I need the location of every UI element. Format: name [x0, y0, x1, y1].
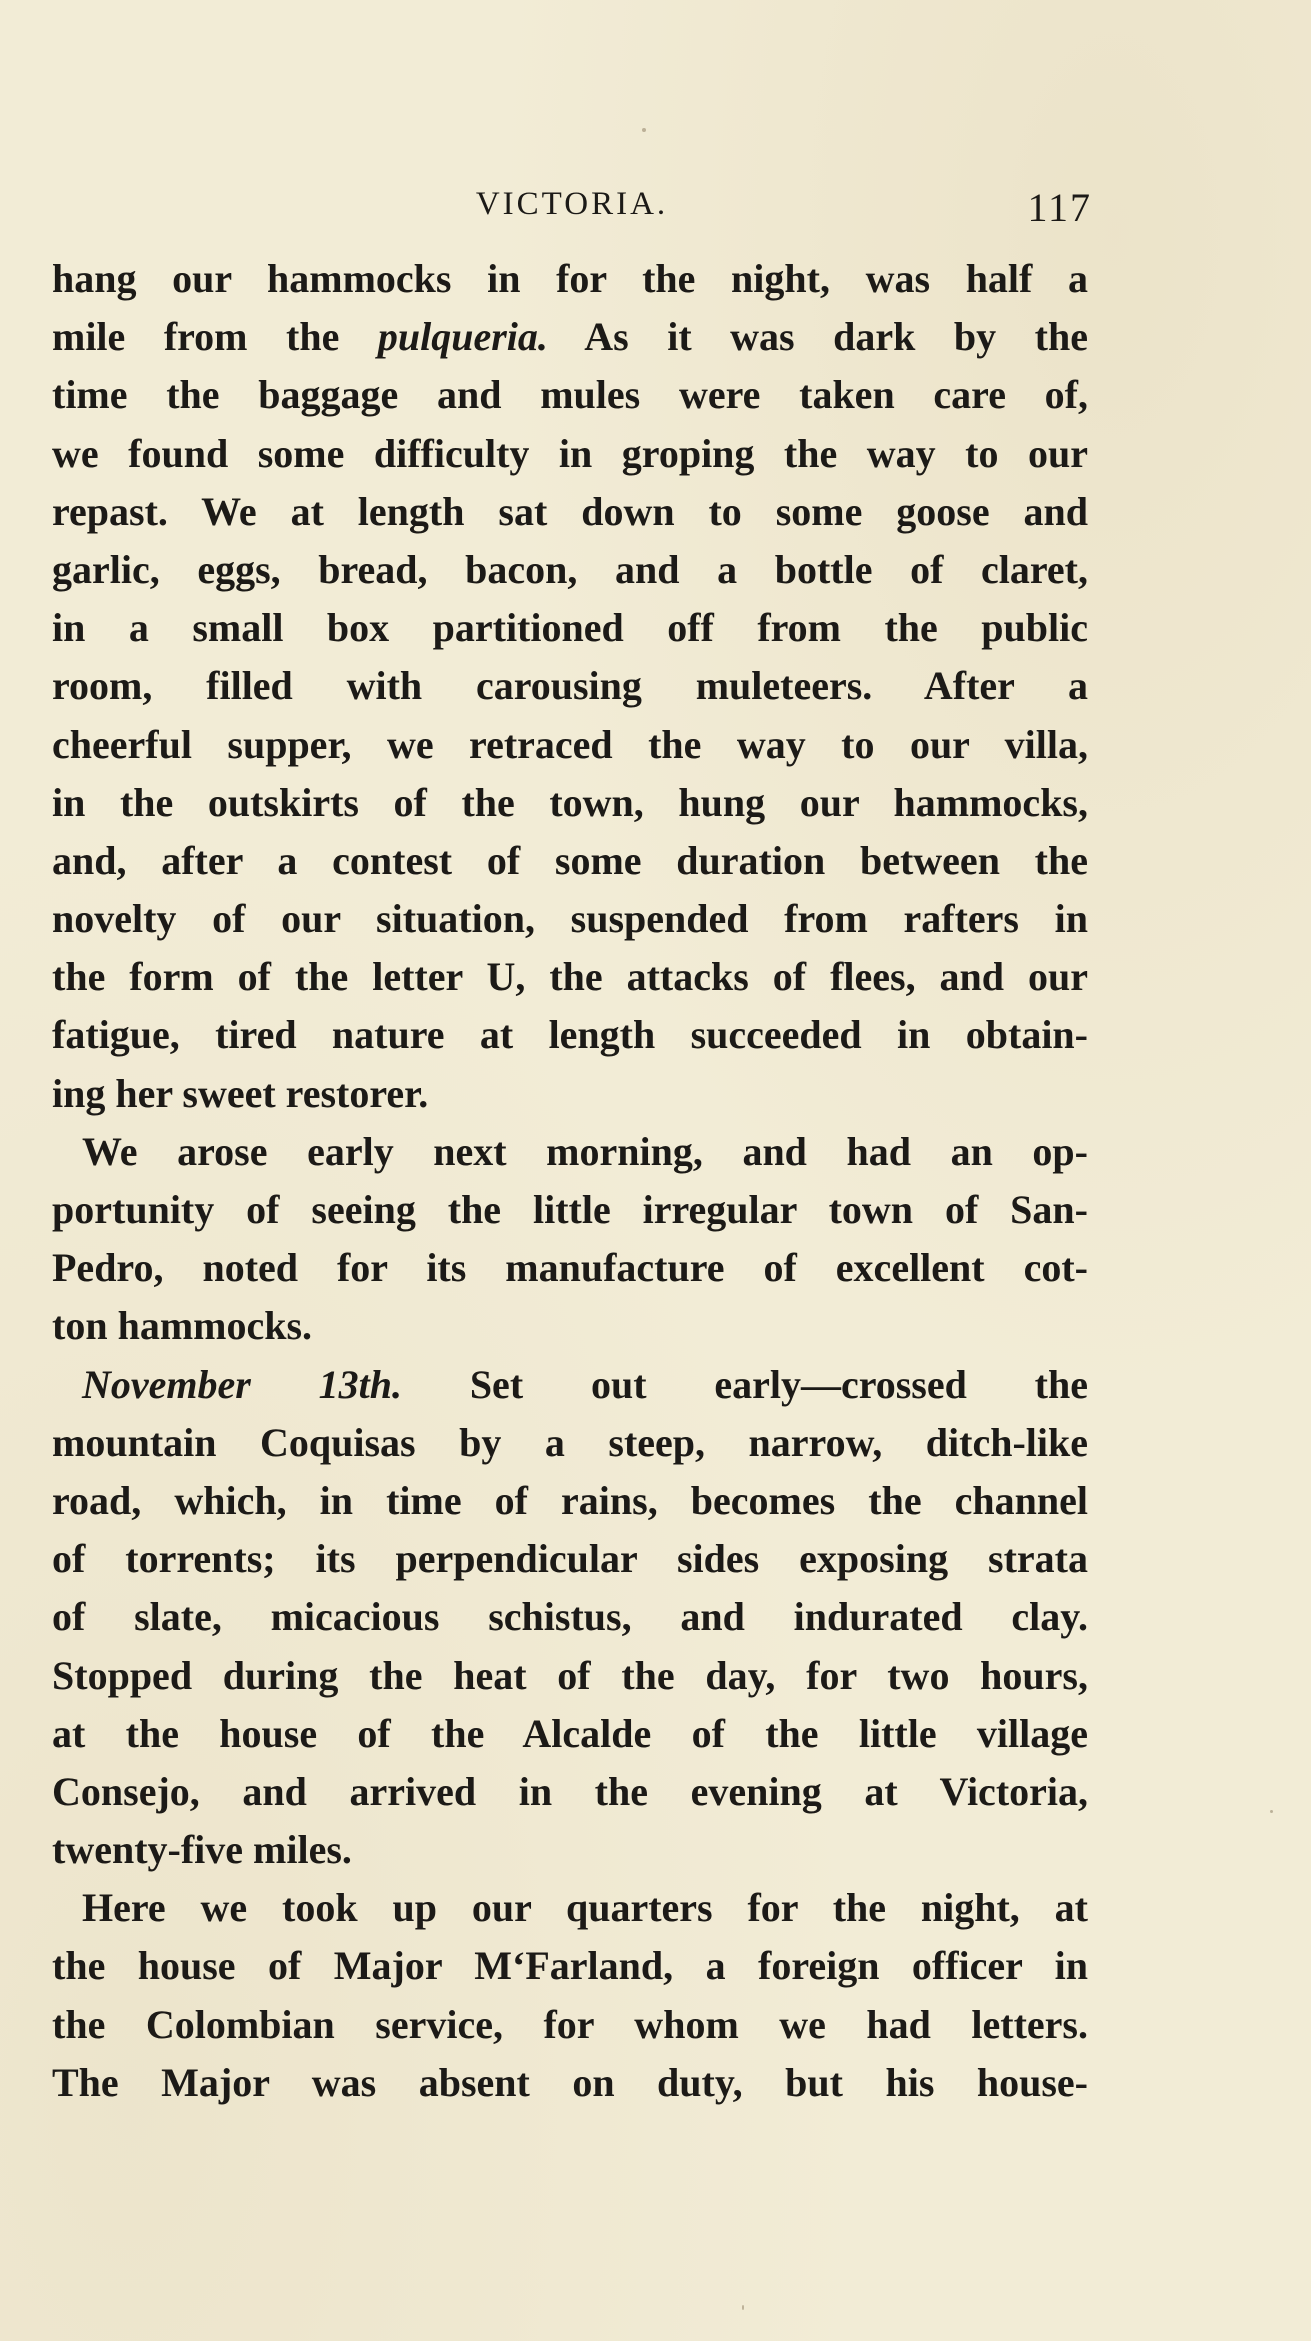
text-line [52, 1065, 1088, 1123]
text-segment: mile from the [52, 314, 378, 360]
text-segment: the house of Major M‘Farland, a foreign officer in [52, 1943, 1088, 1989]
text-line [52, 1647, 1088, 1705]
text-segment: We arose early next morning, and had an op- [82, 1128, 1088, 1174]
text-segment: garlic, eggs, bread, bacon, and a bottle of claret, [52, 546, 1088, 592]
running-head-title: VICTORIA. [475, 186, 669, 222]
text-segment: ing her sweet restorer. [52, 1070, 429, 1116]
text-line [52, 1006, 1088, 1064]
text-line [52, 1356, 1088, 1414]
paper-speck [742, 2305, 744, 2310]
text-line [52, 774, 1088, 832]
text-segment: As it was dark by the [547, 314, 1088, 360]
paper-speck [642, 128, 646, 132]
text-line [52, 2054, 1088, 2112]
text-line [52, 599, 1088, 657]
text-segment: novelty of our situation, suspended from rafters in [52, 896, 1088, 942]
text-line [52, 366, 1088, 424]
text-line [52, 250, 1088, 308]
text-line [52, 1937, 1088, 1995]
text-segment [251, 1362, 319, 1407]
text-line [52, 1996, 1088, 2054]
text-line [52, 948, 1088, 1006]
text-line [52, 1181, 1088, 1239]
paper-speck [1270, 1810, 1273, 1813]
text-line [52, 1297, 1088, 1355]
text-segment: of slate, micacious schistus, and indurated clay. [52, 1594, 1088, 1640]
text-segment: twenty-five miles. [52, 1827, 352, 1873]
page-number: 117 [1027, 185, 1092, 230]
text-line [52, 890, 1088, 948]
text-line [52, 1821, 1088, 1879]
text-segment: room, filled with carousing muleteers. After a [52, 663, 1088, 709]
text-segment: Here we took up our quarters for the night, at [82, 1885, 1088, 1931]
text-segment: repast. We at length sat down to some goose and [52, 488, 1088, 534]
text-line [52, 716, 1088, 774]
text-segment: hang our hammocks in for the night, was half a [52, 256, 1088, 301]
text-line [52, 1472, 1088, 1530]
text-segment: Pedro, noted for its manufacture of excellent cot- [52, 1245, 1088, 1291]
text-segment: of torrents; its perpendicular sides exposing strata [52, 1536, 1088, 1582]
text-segment: at the house of the Alcalde of the little village [52, 1710, 1088, 1756]
text-segment: cheerful supper, we retraced the way to our villa, [52, 721, 1088, 767]
text-segment: Set out early—crossed the [402, 1361, 1088, 1407]
body-text [52, 250, 1088, 2112]
running-head [52, 186, 1092, 234]
text-line [52, 1705, 1088, 1763]
text-segment: The Major was absent on duty, but his house- [52, 2059, 1088, 2105]
text-segment: ton hammocks. [52, 1303, 313, 1349]
text-segment: mountain Coquisas by a steep, narrow, ditch-like [52, 1419, 1088, 1465]
text-line [52, 1588, 1088, 1646]
text-line [52, 308, 1088, 366]
text-segment: Consejo, and arrived in the evening at Victoria, [52, 1768, 1088, 1814]
text-line [52, 1123, 1088, 1181]
text-segment: and, after a contest of some duration between the [52, 837, 1088, 883]
text-line [52, 657, 1088, 715]
text-segment: the form of the letter U, the attacks of flees, and our [52, 954, 1088, 1000]
text-line [52, 1763, 1088, 1821]
italic-text: November [82, 1361, 251, 1407]
italic-text: pulqueria. [377, 314, 548, 360]
text-line [52, 832, 1088, 890]
text-line [52, 483, 1088, 541]
text-segment: the Colombian service, for whom we had letters. [52, 2001, 1088, 2047]
text-segment: in a small box partitioned off from the public [52, 605, 1088, 651]
text-segment: in the outskirts of the town, hung our hammocks, [52, 779, 1088, 825]
text-line [52, 541, 1088, 599]
text-line [52, 1414, 1088, 1472]
text-segment: road, which, in time of rains, becomes the channel [52, 1477, 1088, 1523]
text-line [52, 1530, 1088, 1588]
text-segment: time the baggage and mules were taken care of, [52, 372, 1088, 418]
italic-text: 13th. [318, 1361, 402, 1407]
text-line [52, 1239, 1088, 1297]
text-segment: we found some difficulty in groping the way to our [52, 430, 1088, 476]
text-line [52, 1879, 1088, 1937]
text-segment: portunity of seeing the little irregular town of San- [52, 1187, 1088, 1232]
text-segment: Stopped during the heat of the day, for two hours, [52, 1652, 1088, 1698]
text-line [52, 425, 1088, 483]
text-segment: fatigue, tired nature at length succeeded in obtain- [52, 1012, 1088, 1058]
